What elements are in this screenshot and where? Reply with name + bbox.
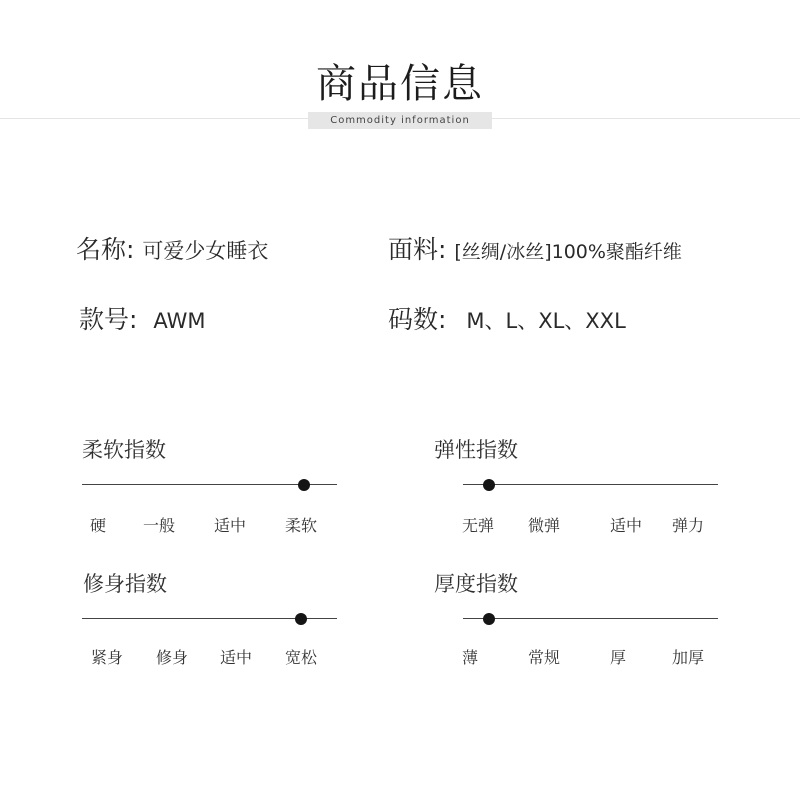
product-style-value: AWM [153, 309, 206, 333]
product-size-value: M、L、XL、XXL [466, 309, 626, 333]
elasticity-tick-4: 弹力 [672, 516, 705, 535]
fit-tick-1: 紧身 [91, 648, 124, 667]
elasticity-tick-1: 无弹 [462, 516, 495, 535]
page-subtitle: Commodity information [308, 112, 492, 129]
elasticity-tick-3: 适中 [610, 516, 643, 535]
product-fabric-label: 面料: [388, 235, 447, 264]
product-name [76, 230, 268, 266]
elasticity-level-dot [483, 479, 495, 491]
product-name-value: 可爱少女睡衣 [142, 239, 269, 263]
thickness-tick-4: 加厚 [672, 648, 705, 667]
softness-tick-4: 柔软 [285, 516, 318, 535]
thickness-tick-1: 薄 [462, 648, 479, 667]
fit-tick-4: 宽松 [285, 648, 318, 667]
product-name-label: 名称: [76, 235, 135, 264]
fit-index-title: 修身指数 [83, 572, 167, 596]
product-style-label: 款号: [79, 305, 138, 334]
softness-level-dot [298, 479, 310, 491]
thickness-index-title: 厚度指数 [434, 572, 518, 596]
fit-tick-3: 适中 [220, 648, 253, 667]
thickness-tick-3: 厚 [610, 648, 627, 667]
product-style-number [79, 300, 206, 336]
thickness-tick-2: 常规 [528, 648, 561, 667]
softness-index-title: 柔软指数 [82, 438, 166, 462]
softness-tick-1: 硬 [90, 516, 107, 535]
softness-tick-2: 一般 [143, 516, 176, 535]
fit-tick-2: 修身 [156, 648, 189, 667]
product-fabric-value: [丝绸/冰丝]100%聚酯纤维 [454, 241, 682, 263]
product-fabric [388, 230, 682, 266]
fit-level-dot [295, 613, 307, 625]
thickness-track [463, 618, 718, 619]
page-title: 商品信息 [316, 61, 484, 107]
softness-tick-3: 适中 [214, 516, 247, 535]
product-sizes [388, 300, 626, 336]
elasticity-tick-2: 微弹 [528, 516, 561, 535]
thickness-level-dot [483, 613, 495, 625]
elasticity-track [463, 484, 718, 485]
elasticity-index-title: 弹性指数 [434, 438, 518, 462]
product-size-label: 码数: [388, 305, 447, 334]
